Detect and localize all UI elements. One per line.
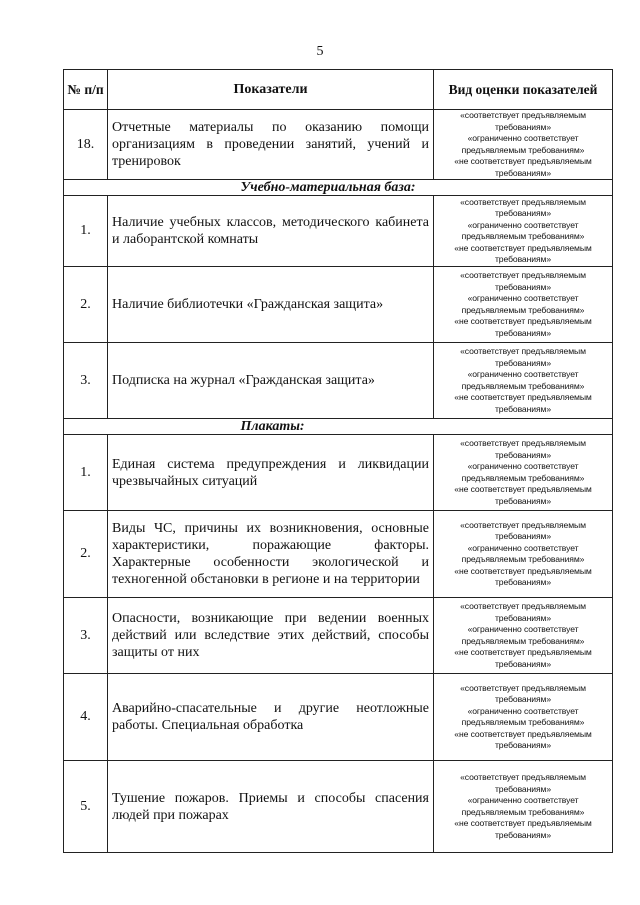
row-number: 2. <box>64 267 108 343</box>
indicator-text: Аварийно-спасательные и другие неотложные работы. Специальная обработка <box>108 674 434 761</box>
evaluation-options <box>434 343 613 419</box>
evaluation-option: «соответствует предъявляемым требованиям» <box>460 438 586 460</box>
evaluation-options <box>434 761 613 853</box>
section-title: Плакаты: <box>108 419 613 435</box>
evaluation-options <box>434 196 613 267</box>
evaluation-option: «ограниченно соответствует предъявляемым требованиям» <box>461 133 585 155</box>
table-row <box>64 761 613 853</box>
evaluation-option: «не соответствует предъявляемым требованиям» <box>454 647 592 669</box>
indicators-table <box>63 69 613 853</box>
indicator-text: Наличие библиотечки «Гражданская защита» <box>108 267 434 343</box>
indicator-text: Опасности, возникающие при ведении военных действий или вследствие этих действий, способы защиты от них <box>108 598 434 674</box>
evaluation-options <box>434 674 613 761</box>
row-number: 3. <box>64 598 108 674</box>
section-title: Учебно-материальная база: <box>108 180 613 196</box>
evaluation-option: «ограниченно соответствует предъявляемым требованиям» <box>461 369 585 391</box>
indicator-text: Тушение пожаров. Приемы и способы спасения людей при пожарах <box>108 761 434 853</box>
evaluation-option: «соответствует предъявляемым требованиям» <box>460 196 586 218</box>
row-number: 5. <box>64 761 108 853</box>
evaluation-option: «соответствует предъявляемым требованиям» <box>460 110 586 132</box>
table-row <box>64 196 613 267</box>
table-header-row <box>64 70 613 110</box>
evaluation-option: «соответствует предъявляемым требованиям» <box>460 772 586 794</box>
header-evaluation: Вид оценки показателей <box>434 70 613 110</box>
row-number: 18. <box>64 110 108 180</box>
indicator-text: Наличие учебных классов, методического кабинета и лаборантской комнаты <box>108 196 434 267</box>
indicator-text: Подписка на журнал «Гражданская защита» <box>108 343 434 419</box>
evaluation-option: «не соответствует предъявляемым требованиям» <box>454 316 592 338</box>
evaluation-option: «ограниченно соответствует предъявляемым требованиям» <box>461 705 585 727</box>
row-number: 3. <box>64 343 108 419</box>
evaluation-option: «ограниченно соответствует предъявляемым требованиям» <box>461 795 585 817</box>
evaluation-option: «соответствует предъявляемым требованиям» <box>460 601 586 623</box>
evaluation-options <box>434 267 613 343</box>
evaluation-option: «не соответствует предъявляемым требованиям» <box>454 392 592 414</box>
evaluation-option: «ограниченно соответствует предъявляемым требованиям» <box>461 624 585 646</box>
evaluation-option: «не соответствует предъявляемым требованиям» <box>454 818 592 840</box>
row-number: 1. <box>64 196 108 267</box>
indicator-text: Виды ЧС, причины их возникновения, основные характеристики, поражающие факторы. Характерные особенности экологической и техногенной обстановки в регионе и на территории <box>108 511 434 598</box>
evaluation-option: «ограниченно соответствует предъявляемым требованиям» <box>461 542 585 564</box>
table-row <box>64 674 613 761</box>
row-number: 2. <box>64 511 108 598</box>
table-row <box>64 598 613 674</box>
evaluation-options <box>434 110 613 180</box>
evaluation-options <box>434 511 613 598</box>
evaluation-option: «ограниченно соответствует предъявляемым требованиям» <box>461 293 585 315</box>
evaluation-option: «ограниченно соответствует предъявляемым требованиям» <box>461 219 585 241</box>
header-num: № п/п <box>64 70 108 110</box>
evaluation-option: «не соответствует предъявляемым требованиям» <box>454 565 592 587</box>
table-body <box>64 110 613 853</box>
evaluation-option: «соответствует предъявляемым требованиям» <box>460 346 586 368</box>
page-number: 5 <box>316 44 324 59</box>
evaluation-option: «соответствует предъявляемым требованиям» <box>460 270 586 292</box>
evaluation-option: «не соответствует предъявляемым требованиям» <box>454 156 592 178</box>
row-number: 1. <box>64 435 108 511</box>
evaluation-option: «не соответствует предъявляемым требованиям» <box>454 484 592 506</box>
table-row <box>64 435 613 511</box>
table-row <box>64 511 613 598</box>
evaluation-option: «соответствует предъявляемым требованиям» <box>460 519 586 541</box>
table-row <box>64 267 613 343</box>
section-heading-row <box>64 180 613 196</box>
evaluation-options <box>434 435 613 511</box>
indicator-text: Отчетные материалы по оказанию помощи организациям в проведении занятий, учений и тренировок <box>108 110 434 180</box>
evaluation-option: «соответствует предъявляемым требованиям» <box>460 682 586 704</box>
indicator-text: Единая система предупреждения и ликвидации чрезвычайных ситуаций <box>108 435 434 511</box>
section-heading-row <box>64 419 613 435</box>
row-number: 4. <box>64 674 108 761</box>
evaluation-option: «не соответствует предъявляемым требованиям» <box>454 242 592 264</box>
table-row <box>64 110 613 180</box>
section-num-cell <box>64 419 108 435</box>
header-indicators: Показатели <box>108 70 434 110</box>
section-num-cell <box>64 180 108 196</box>
evaluation-option: «ограниченно соответствует предъявляемым требованиям» <box>461 461 585 483</box>
table-row <box>64 343 613 419</box>
evaluation-option: «не соответствует предъявляемым требованиям» <box>454 728 592 750</box>
evaluation-options <box>434 598 613 674</box>
